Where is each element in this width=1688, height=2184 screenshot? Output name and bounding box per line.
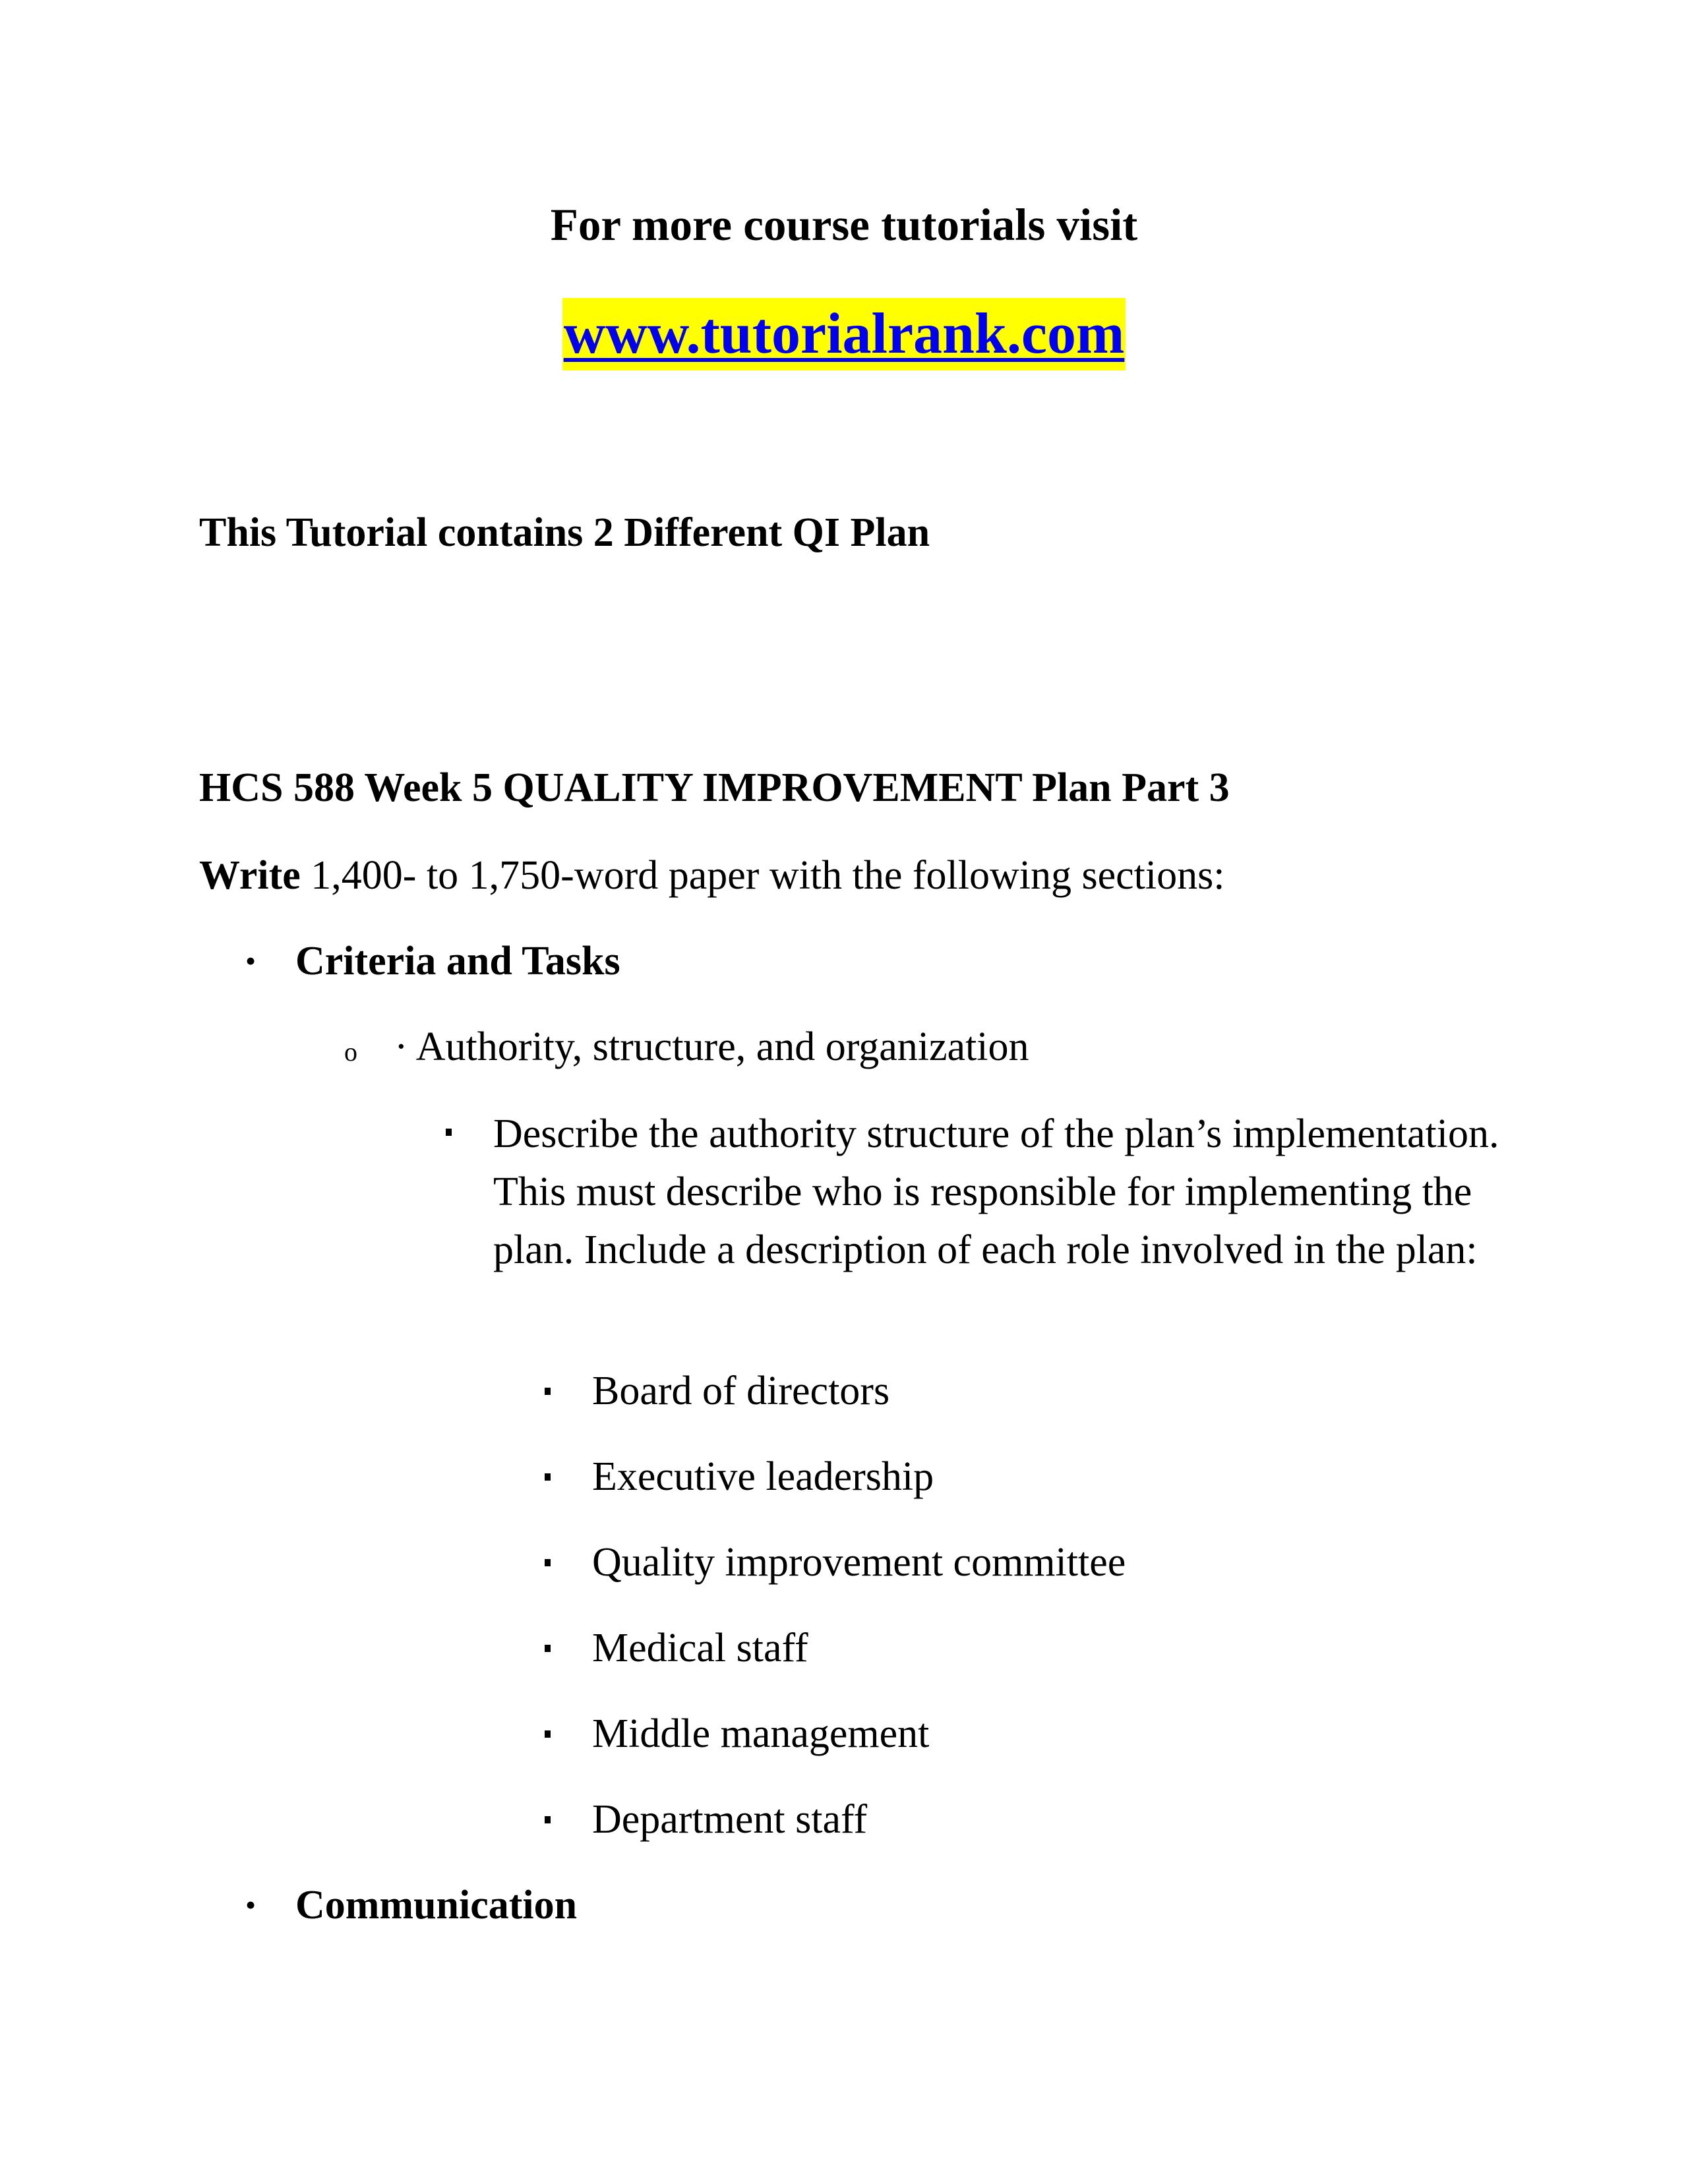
role-item: Board of directors bbox=[592, 1369, 890, 1413]
hollow-bullet-icon: o bbox=[344, 1037, 357, 1067]
write-instruction-text: 1,400- to 1,750-word paper with the following sections: bbox=[300, 853, 1225, 898]
square-bullet-icon bbox=[545, 1472, 551, 1484]
role-item: Medical staff bbox=[592, 1626, 808, 1670]
assignment-title: HCS 588 Week 5 QUALITY IMPROVEMENT Plan Part 3 bbox=[199, 765, 1230, 810]
square-bullet-icon bbox=[545, 1643, 551, 1655]
bullet-icon: • bbox=[245, 944, 256, 978]
authority-description: Describe the authority structure of the plan’s implementation. This must describe who is responsible for implementing the plan. Include a description of each role involved in the plan: bbox=[493, 1111, 1499, 1272]
site-link[interactable]: www.tutorialrank.com bbox=[562, 298, 1126, 370]
square-bullet-icon bbox=[545, 1386, 551, 1398]
bullet-icon: • bbox=[245, 1888, 256, 1922]
section-communication: Communication bbox=[295, 1883, 578, 1928]
role-item: Middle management bbox=[592, 1711, 930, 1756]
site-link-container bbox=[0, 298, 1688, 370]
square-bullet-icon bbox=[545, 1815, 551, 1827]
visit-heading: For more course tutorials visit bbox=[550, 200, 1138, 250]
square-bullet-icon bbox=[446, 1127, 452, 1139]
write-label: Write bbox=[199, 853, 301, 898]
role-item: Department staff bbox=[592, 1797, 868, 1842]
role-item: Quality improvement committee bbox=[592, 1540, 1126, 1585]
square-bullet-icon bbox=[545, 1729, 551, 1741]
role-item: Executive leadership bbox=[592, 1454, 934, 1499]
section-criteria-and-tasks: Criteria and Tasks bbox=[295, 939, 620, 984]
write-instruction bbox=[199, 849, 1224, 902]
square-bullet-icon bbox=[545, 1558, 551, 1570]
subsection-authority-structure: · Authority, structure, and organization bbox=[394, 1024, 1029, 1069]
tutorial-contains-heading: This Tutorial contains 2 Different QI Plan bbox=[199, 510, 930, 555]
